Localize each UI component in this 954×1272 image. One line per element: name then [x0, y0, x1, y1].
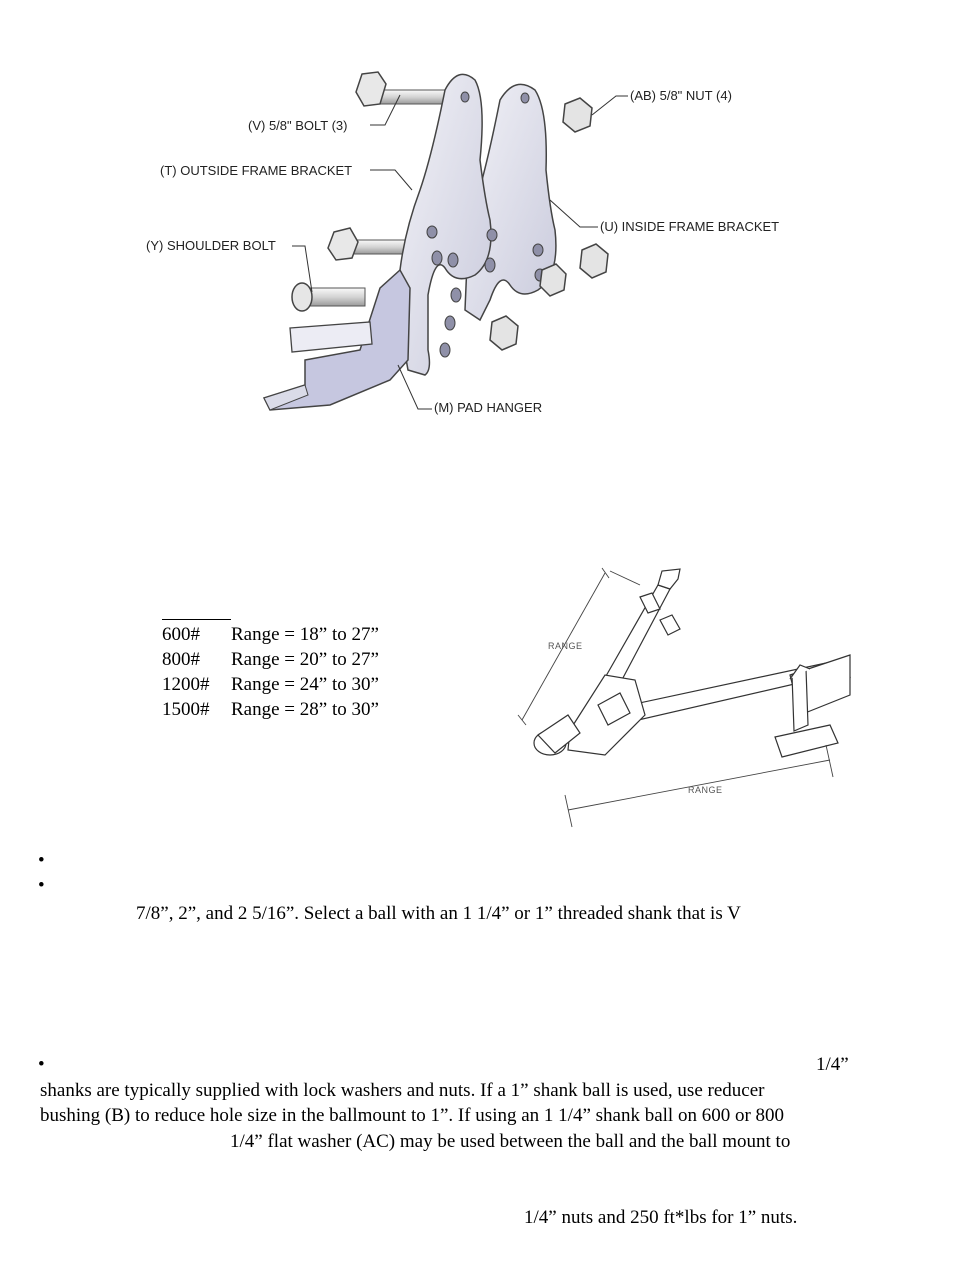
- nut-4: [490, 316, 518, 350]
- label-inside-frame-bracket: (U) INSIDE FRAME BRACKET: [600, 219, 780, 234]
- nut-1: [563, 98, 592, 132]
- bolt-head-mid: [328, 228, 358, 260]
- bolt-head-top: [356, 72, 386, 106]
- label-shoulder-bolt: (Y) SHOULDER BOLT: [146, 238, 276, 253]
- range-value: Range = 18” to 27”: [231, 624, 379, 645]
- label-pad-hanger: (M) PAD HANGER: [434, 400, 543, 415]
- outside-frame-bracket: [400, 74, 491, 375]
- bullet-3: •: [38, 1054, 45, 1075]
- range-value: Range = 20” to 27”: [231, 649, 379, 670]
- torque-line: 1/4” nuts and 250 ft*lbs for 1” nuts.: [524, 1207, 798, 1228]
- label-nut: (AB) 5/8" NUT (4): [630, 88, 732, 103]
- hitch-range-diagram: [510, 565, 855, 830]
- range-row: [162, 698, 379, 722]
- range-label-horizontal: RANGE: [688, 785, 723, 795]
- nut-3: [540, 264, 566, 296]
- range-label-vertical: RANGE: [548, 641, 583, 651]
- range-value: Range = 28” to 30”: [231, 699, 379, 720]
- bullet-2: •: [38, 875, 45, 896]
- ball-size-line: 7/8”, 2”, and 2 5/16”. Select a ball with an 1 1/4” or 1” threaded shank that is V: [136, 903, 741, 924]
- paragraph-line-3: 1/4” flat washer (AC) may be used between the ball and the ball mount to: [230, 1131, 791, 1152]
- range-weight: 1500#: [162, 699, 210, 720]
- range-row: [162, 673, 379, 697]
- range-weight: 600#: [162, 624, 200, 645]
- range-table-rule: [162, 619, 231, 620]
- bullet-1: •: [38, 850, 45, 871]
- bracket-exploded-diagram: [250, 60, 670, 430]
- shank-size-fragment: 1/4”: [816, 1054, 849, 1075]
- nut-2: [580, 244, 608, 278]
- label-outside-frame-bracket: (T) OUTSIDE FRAME BRACKET: [160, 163, 353, 178]
- range-row: [162, 623, 379, 647]
- range-weight: 800#: [162, 649, 200, 670]
- paragraph-line-1: shanks are typically supplied with lock washers and nuts. If a 1” shank ball is used, use reducer: [40, 1080, 765, 1101]
- range-row: [162, 648, 379, 672]
- shoulder-bolt-head: [292, 283, 312, 311]
- range-table: [162, 623, 379, 722]
- range-weight: 1200#: [162, 674, 210, 695]
- paragraph-line-2: bushing (B) to reduce hole size in the ballmount to 1”. If using an 1 1/4” shank ball on 600 or 800: [40, 1105, 785, 1126]
- label-bolt: (V) 5/8" BOLT (3): [248, 118, 348, 133]
- range-value: Range = 24” to 30”: [231, 674, 379, 695]
